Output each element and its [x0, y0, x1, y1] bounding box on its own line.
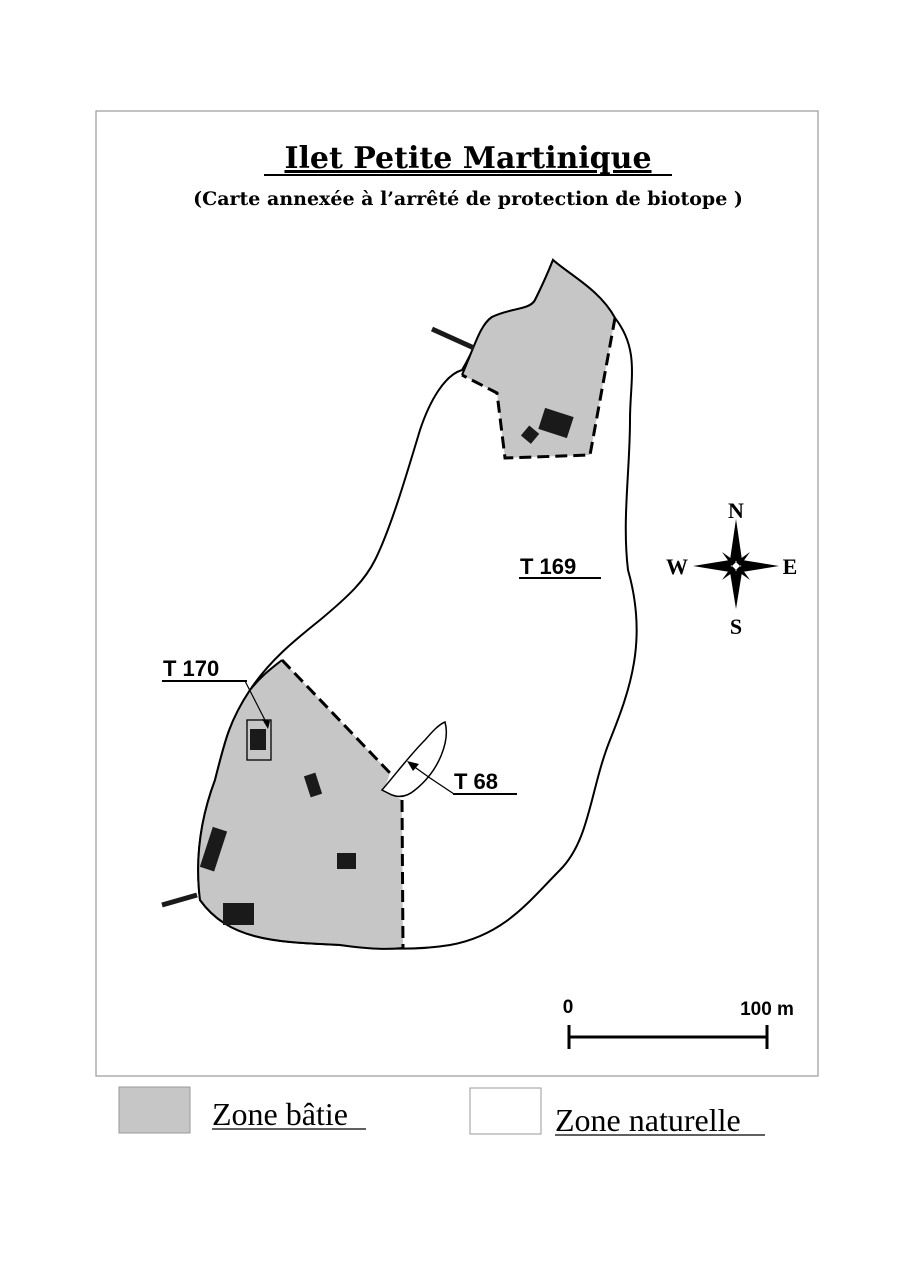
scale-end-label: 100 m	[740, 999, 794, 1020]
compass-north-label: N	[728, 498, 744, 523]
compass-west-label: W	[666, 554, 688, 579]
compass-east-label: E	[782, 554, 798, 579]
legend-swatch-built	[119, 1087, 190, 1133]
jetty-north	[432, 329, 474, 348]
compass-point-north	[730, 519, 742, 566]
map-subtitle: (Carte annexée à l’arrêté de protection de biotope )	[193, 188, 743, 210]
jetty-south	[162, 895, 197, 905]
parcel-label-t170: T 170	[163, 656, 220, 681]
building	[250, 729, 266, 750]
parcel-label-t68: T 68	[454, 769, 499, 794]
building	[337, 853, 356, 869]
scale-start-label: 0	[562, 997, 574, 1018]
building	[223, 903, 254, 925]
legend-swatch-natural	[470, 1088, 541, 1134]
map-title: Ilet Petite Martinique	[284, 141, 652, 176]
compass-rose	[693, 519, 779, 609]
legend-label-built: Zone bâtie	[212, 1096, 348, 1132]
legend-label-natural: Zone naturelle	[555, 1102, 741, 1138]
compass-south-label: S	[729, 614, 743, 639]
parcel-label-t169: T 169	[520, 554, 577, 579]
